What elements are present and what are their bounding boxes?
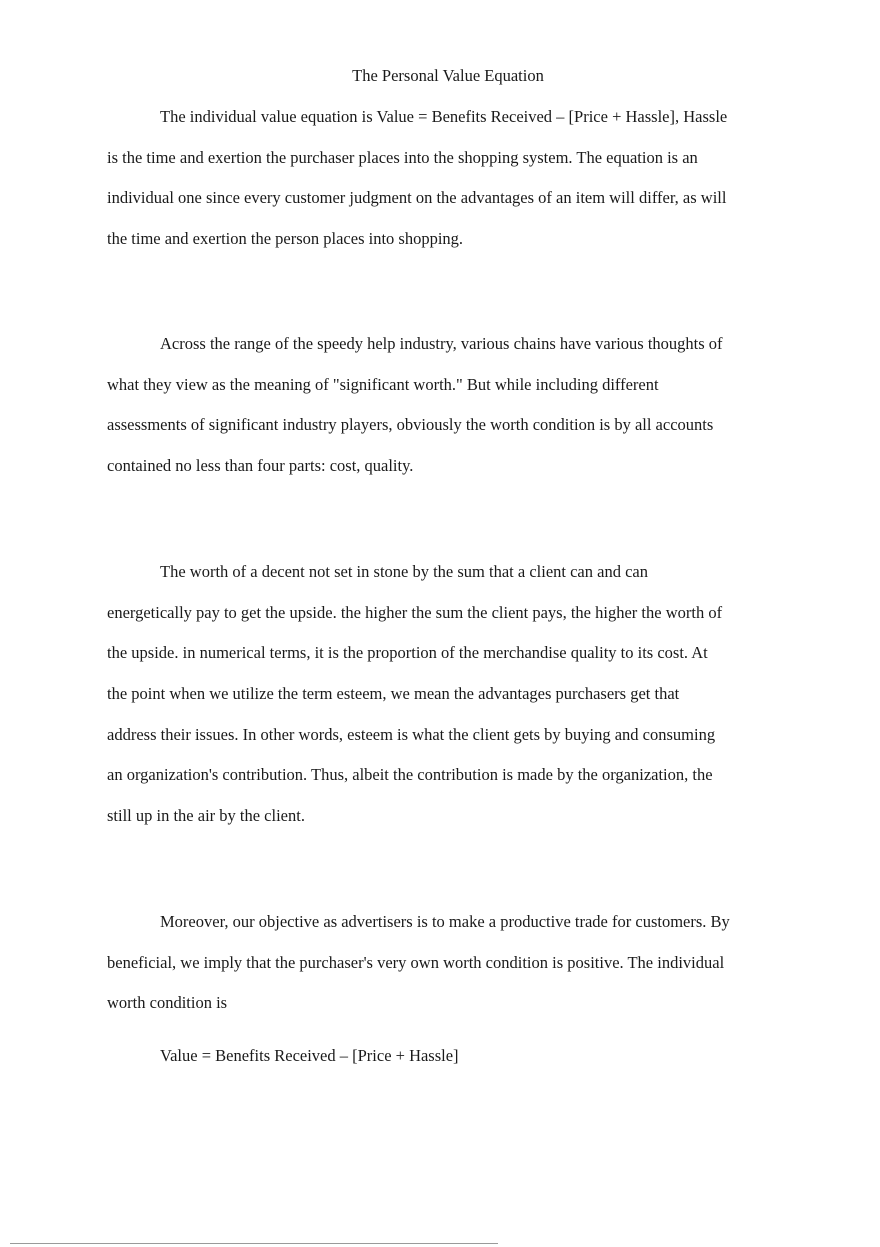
paragraph-line: individual one since every customer judgment on the advantages of an item will differ, as will xyxy=(107,188,727,208)
paragraph-line: still up in the air by the client. xyxy=(107,806,305,826)
paragraph-line: energetically pay to get the upside. the higher the sum the client pays, the higher the worth of xyxy=(107,602,723,622)
page-title: The Personal Value Equation xyxy=(352,66,544,85)
paragraph-line: the time and exertion the person places into shopping. xyxy=(107,229,464,249)
paragraph-line: the point when we utilize the term esteem, we mean the advantages purchasers get that xyxy=(107,684,680,704)
value-equation: Value = Benefits Received – [Price + Hassle] xyxy=(160,1046,459,1065)
paragraph-3 xyxy=(107,552,777,837)
paragraph-4 xyxy=(107,902,777,1024)
paragraph-line: The worth of a decent not set in stone by the sum that a client can and can xyxy=(160,562,648,581)
footer-divider xyxy=(10,1243,498,1244)
paragraph-line: Across the range of the speedy help industry, various chains have various thoughts of xyxy=(160,334,723,353)
paragraph-line: beneficial, we imply that the purchaser's very own worth condition is positive. The individual xyxy=(107,952,725,972)
paragraph-2 xyxy=(107,324,777,487)
paragraph-1 xyxy=(107,97,777,260)
paragraph-line: Moreover, our objective as advertisers is to make a productive trade for customers. By xyxy=(160,912,730,931)
paragraph-line: address their issues. In other words, esteem is what the client gets by buying and consuming xyxy=(107,724,716,744)
paragraph-line: is the time and exertion the purchaser places into the shopping system. The equation is an xyxy=(107,147,698,167)
paragraph-line: worth condition is xyxy=(107,993,228,1013)
paragraph-line: the upside. in numerical terms, it is the proportion of the merchandise quality to its cost. At xyxy=(107,643,708,663)
paragraph-line: The individual value equation is Value = Benefits Received – [Price + Hassle], Hassle xyxy=(160,107,728,126)
paragraph-line: contained no less than four parts: cost, quality. xyxy=(107,456,414,476)
paragraph-line: what they view as the meaning of "significant worth." But while including different xyxy=(107,374,659,394)
paragraph-line: an organization's contribution. Thus, albeit the contribution is made by the organization, the xyxy=(107,765,713,785)
paragraph-line: assessments of significant industry players, obviously the worth condition is by all accounts xyxy=(107,415,714,435)
